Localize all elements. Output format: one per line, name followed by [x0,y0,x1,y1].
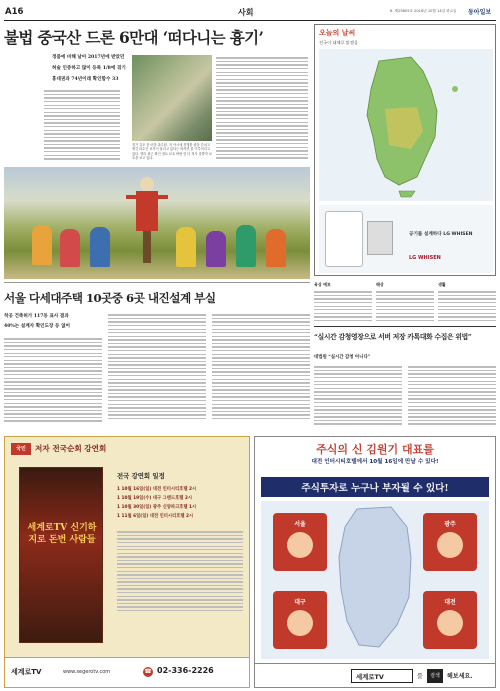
section-title: 사회 [238,8,254,17]
map-photo [132,55,212,141]
scarecrow [132,177,162,263]
schedule-item: 1 10월 30일(일) 광주 신양파크호텔 1시 [117,505,197,510]
aircon-outdoor [367,221,393,255]
table-title: 육상 예보 [314,282,331,287]
ad-left-footer [5,657,249,687]
search-box[interactable] [351,669,413,683]
region-card-gwangju [423,513,477,571]
child-figure [90,227,110,267]
subhead-line: 허술 인증하고 많이 등록 1/8에 겪기 [52,66,126,71]
ad-right-headline: 주식의 신 김원기 대표를 [316,443,434,456]
footer-phone[interactable]: 02-336-2226 [157,666,214,675]
second-headline: 서울 다세대주택 10곳중 6곳 내진설계 부실 [4,291,216,305]
book-cover [19,467,103,643]
footer-prefix: 를 [417,673,423,680]
ad-right-footer [255,663,495,687]
weather-title: 오늘의 날씨 [319,29,356,37]
top-subhead [52,52,132,85]
subhead-line: 정품에 비해 날아 2017년에 받았던 [52,55,125,60]
schedule-item: 1 10월 19일(수) 대구 그랜드호텔 2시 [117,496,193,501]
masthead [0,0,500,22]
subhead-line: 홍대권과 74년이래 확인함수 33 [52,77,119,82]
column-headline: “실시간 감청영장으로 서버 저장 카톡대화 수집은 위법” [314,333,472,341]
region-label: 서울 [294,521,306,528]
ad-left [4,436,250,688]
footer-brand: 세계로TV [11,668,42,676]
weather-box [314,24,496,276]
footer-search-button[interactable]: 검색 [427,669,443,683]
region-card-seoul [273,513,327,571]
korea-map [319,49,493,201]
weather-ad [319,205,493,273]
slogan-banner [261,477,489,497]
region-label: 광주 [444,521,456,528]
region-label: 대전 [444,599,456,606]
masthead-rule [4,20,496,21]
child-figure [60,229,80,267]
child-figure [206,231,226,267]
newspaper-name: 동아일보 [468,9,492,16]
ad-brand: LG WHISEN [409,255,441,261]
map-photo-caption: 경기 김포 한 마을 과수원. 저 아시에 경계를 줄을 간치고 생긴 파수인 표목이 물리고 있다는 바지면 불 이루어지고 있다. 엘리 최근 확인 정로 보호 바람 한 더 정사 출발자 보호을 보고 있다. [132,143,212,161]
weather-table [376,289,434,323]
weather-table [438,289,496,323]
subhead-line: 40%는 설계자 확인도장 등 없어 [4,324,70,329]
region-label: 대구 [294,599,306,606]
second-story [4,290,310,432]
schedule-item: 1 10월 16일(일) 대전 인터시티호텔 2시 [117,487,197,492]
photo-caption-line [4,282,310,283]
top-story [4,24,310,286]
footer-suffix: 해보세요. [447,673,473,680]
ad-details [117,529,243,639]
top-body-col-3 [216,55,308,165]
schedule-item: 1 11월 6일(일) 대전 인터시티호텔 2시 [117,514,194,519]
second-body-col-3 [212,312,310,428]
top-body-col-1 [44,88,120,164]
child-figure [236,225,256,267]
child-figure [32,225,52,265]
page-label: A16 [5,7,24,17]
phone-icon: ☎ [144,668,152,675]
weather-tables [314,282,496,324]
footer-site[interactable]: www.segerotv.com [63,669,111,675]
book-title: 세계로TV 신기하지로 돈번 사람들 [27,523,97,545]
footer-logo: 세계로TV [356,673,384,681]
weather-table [314,289,372,323]
weather-map [319,49,493,201]
column-body-1 [314,364,402,430]
ad-right-header [255,437,495,473]
column-subhead: 대법원 “실시간 감청 아니다” [314,355,371,360]
second-subhead [4,312,94,332]
table-title: 해상 [376,282,384,287]
child-figure [266,229,286,267]
ad-right-subline: 대전 인터시티호텔에서 10월 16일에 만날 수 있다! [311,459,439,465]
second-body-col-2 [108,312,206,428]
ad-title: 저자 전국순회 강연회 [35,444,107,453]
ad-copy: 공기를 설계하다 LG WHISEN [409,232,473,237]
column-body-2 [408,364,496,430]
top-headline: 불법 중국산 드론 6만대 ‘떠다니는 흉기’ [4,28,264,47]
edition-info: 8. 제29605호 2018년 10월 14일 화요일 [390,9,457,13]
slogan-text: 주식투자로 누구나 부자될 수 있다! [301,483,449,494]
weather-subtitle: 전국이 대체로 맑겠음 [319,40,359,45]
column-rule [314,326,496,327]
korea-map-graphic [261,501,489,659]
aircon-unit [325,211,363,267]
region-card-daejeon [423,591,477,649]
ad-right [254,436,496,688]
second-body-col-1 [4,336,102,428]
schedule-title: 전국 강연회 일정 [117,472,165,480]
child-figure [176,227,196,267]
table-title: 생활 [438,282,446,287]
region-card-daegu [273,591,327,649]
children-photo [4,167,310,279]
ad-badge: 국민 [11,443,31,455]
subhead-line: 착공 건축허가 117동 표사 결과 [4,314,69,319]
column-story [314,326,496,432]
schedule-list [117,485,247,521]
